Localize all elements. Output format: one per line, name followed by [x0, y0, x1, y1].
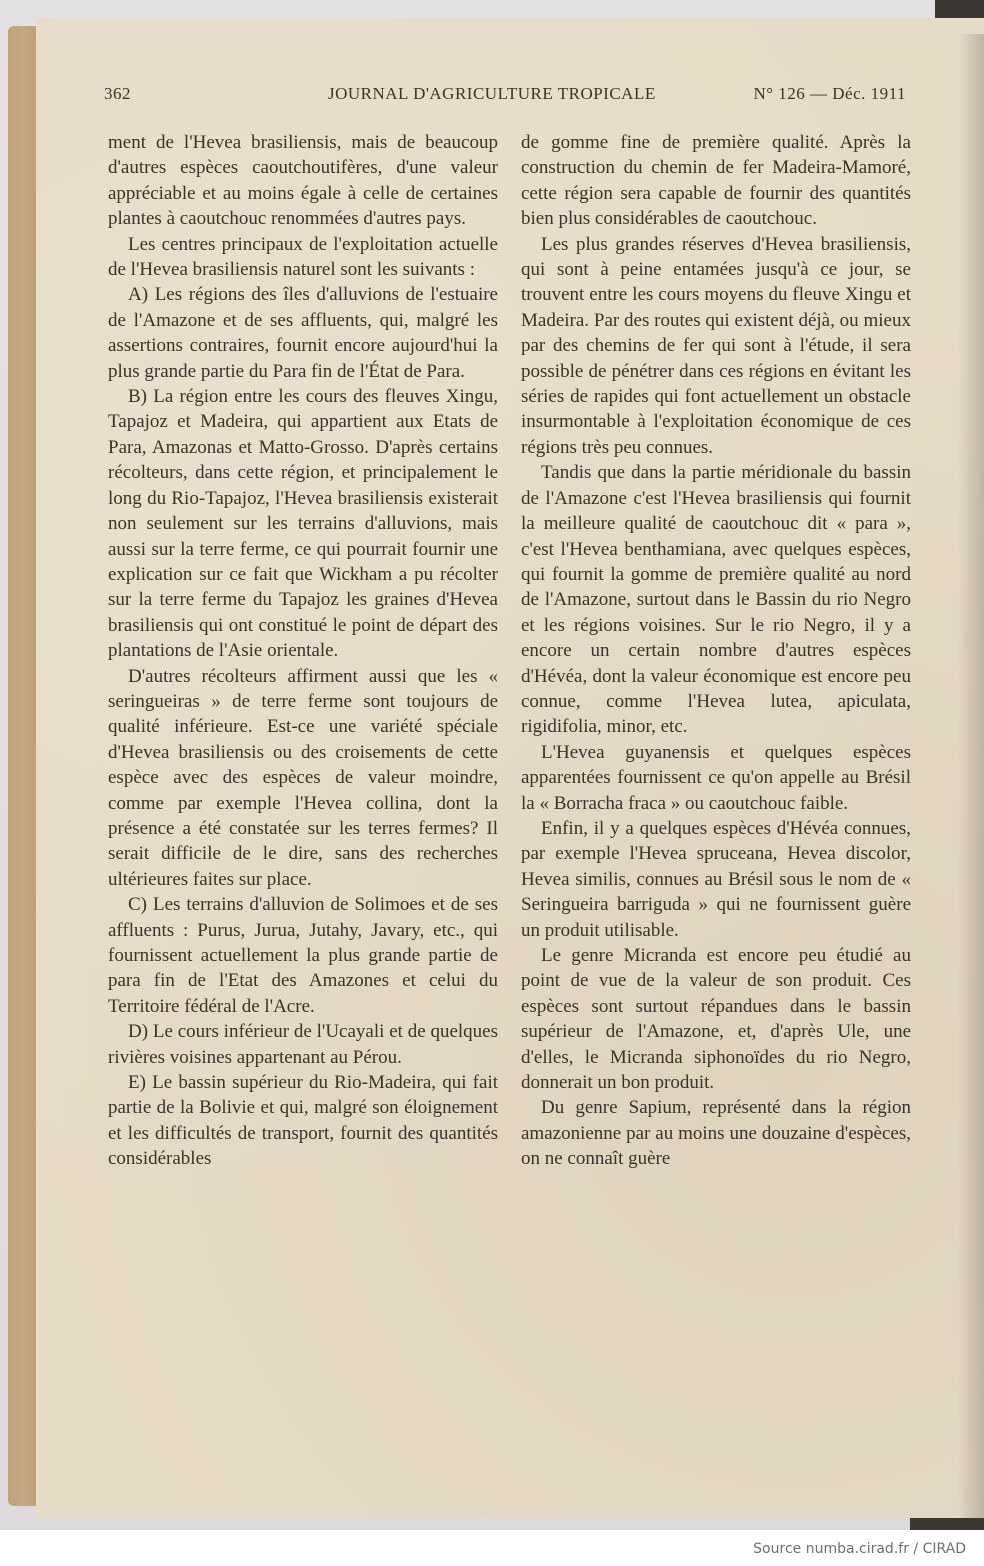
journal-title: JOURNAL D'AGRICULTURE TROPICALE — [328, 84, 656, 103]
paragraph: de gomme fine de première qualité. Après la construction du chemin de fer Madeira-Mamoré, cette région sera capable de fournir des quantités bien plus considérables de caoutchouc. — [521, 132, 911, 230]
paragraph: Le genre Micranda est encore peu étudié au point de vue de la valeur de son produit. Ces espèces sont surtout répandues dans le bassin supérieur de l'Amazone, et, d'après Ule, une d'elles, le Micranda siphonoïdes du rio Negro, donnerait un bon produit. — [521, 945, 911, 1094]
source-credit: Source numba.cirad.fr / CIRAD — [753, 1541, 966, 1557]
scan-edge-dark — [910, 1518, 984, 1530]
paragraph-item-d: D) Le cours inférieur de l'Ucayali et de quelques rivières voisines appartenant au Pérou. — [108, 1021, 498, 1068]
issue-info: N° 126 — Déc. 1911 — [753, 84, 906, 103]
right-column — [521, 130, 911, 1172]
paragraph: D'autres récolteurs affirment aussi que les « seringueiras » de terre ferme sont toujours de qualité inférieure. Est-ce une variété spéciale d'Hevea brasiliensis ou des croisements de cette espèce avec des espèces de valeur moindre, comme par exemple l'Hevea collina, dont la présence a été constatée sur les terres fermes? Il serait difficile de le dire, sans des recherches ultérieures faites sur place. — [108, 665, 498, 890]
page-gutter-shadow — [958, 34, 984, 1518]
running-header — [104, 84, 906, 108]
left-column — [108, 130, 498, 1172]
paragraph: Enfin, il y a quelques espèces d'Hévéa connues, par exemple l'Hevea spruceana, Hevea discolor, Hevea similis, connues au Brésil sous le nom de « Seringueira barriguda » qui ne fournissent guère un produit utilisable. — [521, 817, 911, 941]
paragraph-item-c: C) Les terrains d'alluvion de Solimoes et de ses affluents : Purus, Jurua, Jutahy, Javary, etc., qui fournissent actuellement la plus grande partie de para fin de l'Etat des Amazones et celui du Territoire fédéral de l'Acre. — [108, 894, 498, 1017]
page-number: 362 — [104, 84, 131, 103]
paragraph: Les centres principaux de l'exploitation actuelle de l'Hevea brasiliensis naturel sont les suivants : — [108, 233, 498, 281]
paragraph-item-b: B) La région entre les cours des fleuves Xingu, Tapajoz et Madeira, qui appartient aux Etats de Para, Amazonas et Matto-Grosso. D'après certains récolteurs, dans cette région, et principalement le long du Rio-Tapajoz, l'Hevea brasiliensis existerait non seulement sur les terrains d'alluvions, mais aussi sur la terre ferme, ce qui pourrait fournir une explication sur ce fait que Wickham a pu récolter sur la terre ferme du Tapajoz les graines d'Hevea brasiliensis qui ont constitué le point de départ des plantations de l'Asie orientale. — [108, 386, 498, 662]
paragraph: Les plus grandes réserves d'Hevea brasiliensis, qui sont à peine entamées jusqu'à ce jour, se trouvent entre les cours moyens du fleuve Xingu et Madeira. Par des routes qui existent déjà, ou mieux par des chemins de fer qui sont à l'étude, il sera possible de pénétrer dans ces régions en évitant les séries de rapides qui font actuellement un obstacle insurmontable à l'exploitation économique de ces régions très peu connues. — [521, 233, 911, 458]
paragraph-item-e: E) Le bassin supérieur du Rio-Madeira, qui fait partie de la Bolivie et qui, malgré son éloignement et les difficultés de transport, fournit des quantités considérables — [108, 1072, 498, 1170]
paragraph: Tandis que dans la partie méridionale du bassin de l'Amazone c'est l'Hevea brasiliensis qui fournit la meilleure qualité de caoutchouc dit « para », c'est l'Hevea benthamiana, avec quelques espèces, qui fournit la gomme de première qualité au nord de l'Amazone, surtout dans le Bassin du rio Negro et les régions voisines. Sur le rio Negro, il y a encore un certain nombre d'autres espèces d'Hévéa, dont la valeur économique est encore peu connue, comme l'Hevea lutea, apiculata, rigidifolia, minor, etc. — [521, 462, 911, 738]
paragraph-item-a: A) Les régions des îles d'alluvions de l'estuaire de l'Amazone et de ses affluents, qui, malgré les assertions contraires, fournit encore aujourd'hui la plus grande partie du Para fin de l'État de Para. — [108, 284, 498, 382]
paragraph: Du genre Sapium, représenté dans la région amazonienne par au moins une douzaine d'espèces, on ne connaît guère — [521, 1097, 911, 1170]
paragraph: L'Hevea guyanensis et quelques espèces apparentées fournissent ce qu'on appelle au Brésil la « Borracha fraca » ou caoutchouc faible. — [521, 741, 911, 814]
paragraph: ment de l'Hevea brasiliensis, mais de beaucoup d'autres espèces caoutchoutifères, d'une valeur appréciable et au moins égale à celle de certaines plantes à caoutchouc renommées d'autres pays. — [108, 132, 498, 230]
